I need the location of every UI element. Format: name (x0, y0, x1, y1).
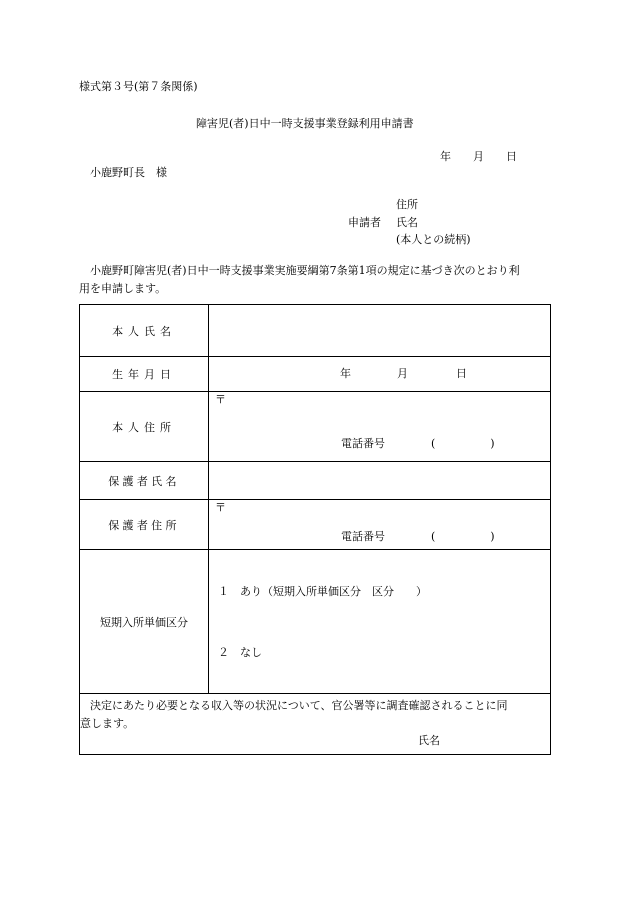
postal-mark: 〒 (215, 393, 226, 406)
applicant-label: 申請者 (348, 216, 381, 229)
row-short-stay (80, 550, 551, 694)
row-guardian-address (80, 500, 551, 550)
birth-year-label: 年 (340, 367, 351, 380)
application-table (79, 304, 551, 755)
intro-line-1: 小鹿野町障害児(者)日中一時支援事業実施要綱第7条第1項の規定に基づき次のとおり利 (90, 264, 520, 277)
guardian-name-label: 保護者氏名 (80, 462, 209, 500)
addressee: 小鹿野町長 様 (90, 166, 167, 179)
row-consent (80, 694, 551, 755)
birth-month-label: 月 (397, 367, 408, 380)
consent-line-2: 意します。 (80, 717, 135, 730)
short-stay-field[interactable] (209, 550, 551, 694)
phone-label: 電話番号 (341, 530, 385, 543)
relation-label: (本人との続柄) (396, 233, 471, 246)
row-birthdate (80, 357, 551, 392)
guardian-address-field[interactable] (209, 500, 551, 550)
consent-name-label: 氏名 (418, 734, 440, 747)
short-stay-label: 短期入所単価区分 (80, 550, 209, 694)
row-guardian-name (80, 462, 551, 500)
guardian-address-label: 保護者住所 (80, 500, 209, 550)
birthdate-field[interactable] (209, 357, 551, 392)
birth-day-label: 日 (456, 367, 467, 380)
intro-line-2: 用を申請します。 (79, 282, 167, 295)
birthdate-label: 生年月日 (80, 357, 209, 392)
name-label: 氏名 (396, 216, 418, 229)
option-2-text: ２ なし (218, 646, 262, 659)
phone-paren: ( ) (431, 530, 495, 543)
person-name-field[interactable] (209, 305, 551, 357)
person-address-field[interactable] (209, 392, 551, 462)
person-name-label: 本人氏名 (80, 305, 209, 357)
address-label: 住所 (396, 198, 418, 211)
form-number: 様式第３号(第７条関係) (79, 80, 198, 93)
guardian-name-field[interactable] (209, 462, 551, 500)
consent-cell (80, 694, 551, 755)
postal-mark: 〒 (215, 501, 226, 514)
phone-label: 電話番号 (341, 437, 385, 450)
row-person-address (80, 392, 551, 462)
option-1-text: １ あり（短期入所単価区分 区分 ） (218, 585, 427, 598)
person-address-label: 本人住所 (80, 392, 209, 462)
row-person-name (80, 305, 551, 357)
phone-paren: ( ) (431, 437, 495, 450)
date-line: 年 月 日 (440, 150, 517, 163)
document-title: 障害児(者)日中一時支援事業登録利用申請書 (196, 117, 414, 130)
consent-line-1: 決定にあたり必要となる収入等の状況について、官公署等に調査確認されることに同 (90, 699, 508, 712)
